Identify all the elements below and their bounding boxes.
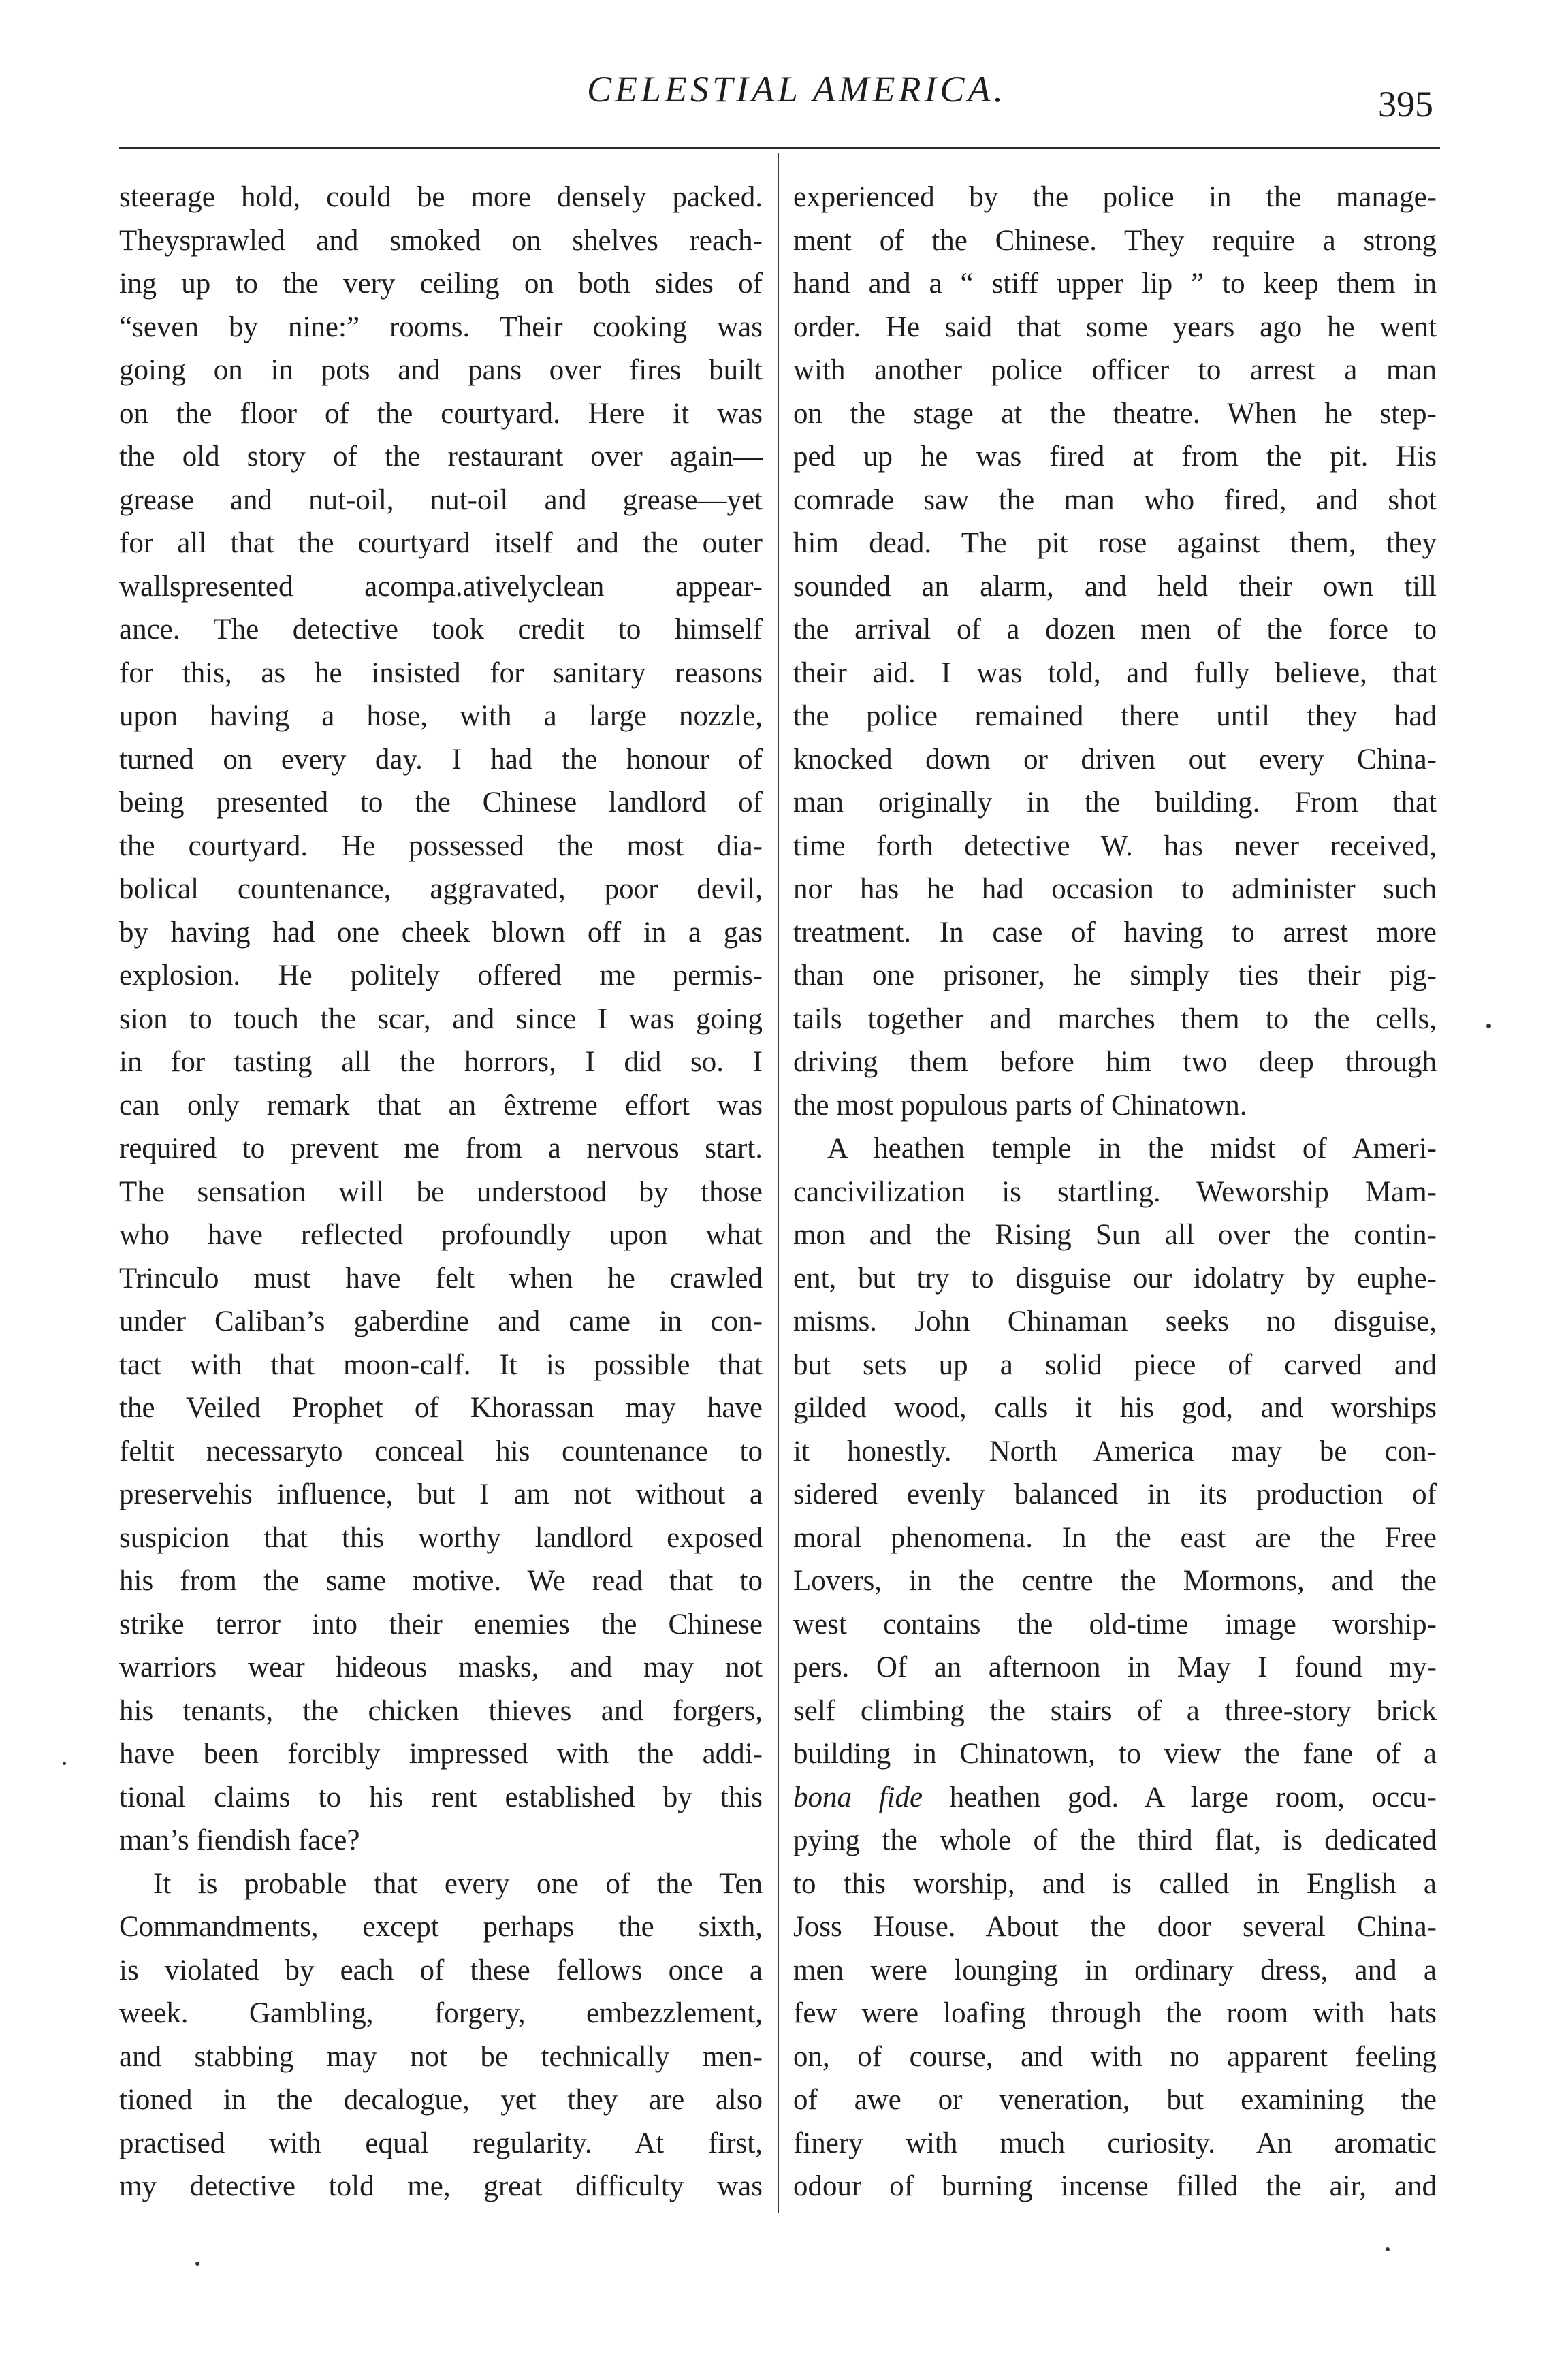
text-line: man originally in the building. From that — [793, 787, 1437, 819]
text-line: his from the same motive. We read that to — [119, 1565, 763, 1597]
text-line: sidered evenly balanced in its production of — [793, 1478, 1437, 1510]
text-line: practised with equal regularity. At first, — [119, 2127, 763, 2159]
text-line: on, of course, and with no apparent feeling — [793, 2040, 1437, 2073]
text-line-italic — [793, 1776, 1437, 1820]
text-line: driving them before him two deep through — [793, 1046, 1437, 1078]
text-line: week. Gambling, forgery, embezzlement, — [119, 1997, 763, 2029]
text-line: pying the whole of the third flat, is dedicated — [793, 1824, 1437, 1856]
text-line: tact with that moon-calf. It is possible that — [119, 1348, 763, 1381]
text-line: ped up he was fired at from the pit. His — [793, 441, 1437, 473]
text-line: warriors wear hideous masks, and may not — [119, 1651, 763, 1683]
text-line: tioned in the decalogue, yet they are also — [119, 2084, 763, 2116]
text-line: can only remark that an êxtreme effort was — [119, 1089, 763, 1122]
text-line: gilded wood, calls it his god, and worships — [793, 1392, 1437, 1424]
text-line: Theysprawled and smoked on shelves reach- — [119, 224, 763, 257]
text-line: moral phenomena. In the east are the Free — [793, 1521, 1437, 1554]
text-line: wallspresented acompa.ativelyclean appear- — [119, 570, 763, 603]
text-line: who have reflected profoundly upon what — [119, 1219, 763, 1251]
ink-speck — [63, 1762, 66, 1765]
text-line: “seven by nine:” rooms. Their cooking was — [119, 311, 763, 343]
text-line: Joss House. About the door several China- — [793, 1911, 1437, 1943]
text-line: for all that the courtyard itself and the outer — [119, 527, 763, 559]
text-line: and stabbing may not be technically men- — [119, 2040, 763, 2073]
text-line: it honestly. North America may be con- — [793, 1435, 1437, 1467]
text-line: sounded an alarm, and held their own till — [793, 570, 1437, 603]
text-line: but sets up a solid piece of carved and — [793, 1348, 1437, 1381]
text-line: misms. John Chinaman seeks no disguise, — [793, 1305, 1437, 1337]
text-line: turned on every day. I had the honour of — [119, 743, 763, 776]
text-line: treatment. In case of having to arrest more — [793, 916, 1437, 949]
ink-speck — [1386, 2247, 1390, 2251]
ink-speck — [1486, 1024, 1491, 1028]
text-line: sion to touch the scar, and since I was going — [119, 1002, 763, 1035]
text-line: The sensation will be understood by those — [119, 1175, 763, 1208]
text-line: upon having a hose, with a large nozzle, — [119, 700, 763, 732]
text-line: tails together and marches them to the cells, — [793, 1002, 1437, 1035]
text-line: by having had one cheek blown off in a gas — [119, 916, 763, 949]
text-line: to this worship, and is called in English a — [793, 1867, 1437, 1900]
text-line: the old story of the restaurant over again— — [119, 441, 763, 473]
text-line: man’s fiendish face? — [119, 1824, 360, 1856]
text-line: order. He said that some years ago he went — [793, 311, 1437, 343]
right-column — [793, 176, 1437, 2208]
text-line: his tenants, the chicken thieves and forgers, — [119, 1694, 763, 1727]
text-line: the Veiled Prophet of Khorassan may have — [119, 1392, 763, 1424]
text-line: ing up to the very ceiling on both sides of — [119, 268, 763, 300]
text-line: on the stage at the theatre. When he step- — [793, 397, 1437, 430]
text-line: the most populous parts of Chinatown. — [793, 1089, 1247, 1122]
text-line: few were loafing through the room with hats — [793, 1997, 1437, 2029]
text-line: It is probable that every one of the Ten — [153, 1867, 763, 1900]
text-line: him dead. The pit rose against them, they — [793, 527, 1437, 559]
text-line: Lovers, in the centre the Mormons, and the — [793, 1565, 1437, 1597]
text-line: going on in pots and pans over fires built — [119, 354, 763, 386]
left-column — [119, 176, 763, 2208]
ink-speck — [195, 2262, 199, 2266]
italic-phrase: bona fide — [793, 1781, 923, 1813]
text-line: men were lounging in ordinary dress, and a — [793, 1954, 1437, 1986]
text-line: bolical countenance, aggravated, poor devil, — [119, 873, 763, 905]
text-line: pers. Of an afternoon in May I found my- — [793, 1651, 1437, 1683]
text-line: nor has he had occasion to administer such — [793, 873, 1437, 905]
text-line: in for tasting all the horrors, I did so. I — [119, 1046, 763, 1078]
text-line: their aid. I was told, and fully believe, that — [793, 656, 1437, 689]
text-line: ment of the Chinese. They require a strong — [793, 224, 1437, 257]
text-line: strike terror into their enemies the Chinese — [119, 1608, 763, 1640]
text-line: Trinculo must have felt when he crawled — [119, 1262, 763, 1295]
text-line: mon and the Rising Sun all over the contin- — [793, 1219, 1437, 1251]
text-line: experienced by the police in the manage- — [793, 181, 1437, 213]
text-line: odour of burning incense filled the air, and — [793, 2170, 1437, 2202]
text-line: grease and nut-oil, nut-oil and grease—yet — [119, 483, 763, 516]
text-line: Commandments, except perhaps the sixth, — [119, 1911, 763, 1943]
line-remainder: heathen god. A large room, occu- — [923, 1781, 1437, 1813]
column-divider — [778, 153, 779, 2213]
text-line: is violated by each of these fellows once a — [119, 1954, 763, 1986]
text-line: finery with much curiosity. An aromatic — [793, 2127, 1437, 2159]
text-line: cancivilization is startling. Weworship Mam- — [793, 1175, 1437, 1208]
text-line: than one prisoner, he simply ties their pig- — [793, 959, 1437, 991]
text-line: the courtyard. He possessed the most dia- — [119, 829, 763, 862]
text-line: required to prevent me from a nervous start. — [119, 1132, 763, 1164]
text-line: of awe or veneration, but examining the — [793, 2084, 1437, 2116]
text-line: building in Chinatown, to view the fane of a — [793, 1738, 1437, 1770]
text-line: under Caliban’s gaberdine and came in con- — [119, 1305, 763, 1337]
text-line: steerage hold, could be more densely packed. — [119, 181, 763, 213]
text-line: time forth detective W. has never received, — [793, 829, 1437, 862]
text-line: my detective told me, great difficulty was — [119, 2170, 763, 2202]
text-line: the police remained there until they had — [793, 700, 1437, 732]
header-rule — [119, 147, 1440, 149]
page-number: 395 — [1378, 84, 1433, 125]
text-line: suspicion that this worthy landlord exposed — [119, 1521, 763, 1554]
text-line: knocked down or driven out every China- — [793, 743, 1437, 776]
running-title: CELESTIAL AMERICA. — [586, 69, 1007, 110]
text-line: with another police officer to arrest a man — [793, 354, 1437, 386]
text-line: being presented to the Chinese landlord of — [119, 787, 763, 819]
text-line: feltit necessaryto conceal his countenance to — [119, 1435, 763, 1467]
text-line: ance. The detective took credit to himself — [119, 614, 763, 646]
text-line: hand and a “ stiff upper lip ” to keep them in — [793, 268, 1437, 300]
text-line: for this, as he insisted for sanitary reasons — [119, 656, 763, 689]
text-line: have been forcibly impressed with the addi- — [119, 1738, 763, 1770]
text-line: self climbing the stairs of a three-story brick — [793, 1694, 1437, 1727]
text-line: explosion. He politely offered me permis- — [119, 959, 763, 991]
text-line: ent, but try to disguise our idolatry by euphe- — [793, 1262, 1437, 1295]
text-line: tional claims to his rent established by this — [119, 1781, 763, 1813]
text-line: on the floor of the courtyard. Here it was — [119, 397, 763, 430]
text-line: the arrival of a dozen men of the force to — [793, 614, 1437, 646]
text-line: A heathen temple in the midst of Ameri- — [827, 1132, 1437, 1164]
text-line: west contains the old-time image worship- — [793, 1608, 1437, 1640]
text-line: comrade saw the man who fired, and shot — [793, 483, 1437, 516]
text-line: preservehis influence, but I am not without a — [119, 1478, 763, 1510]
